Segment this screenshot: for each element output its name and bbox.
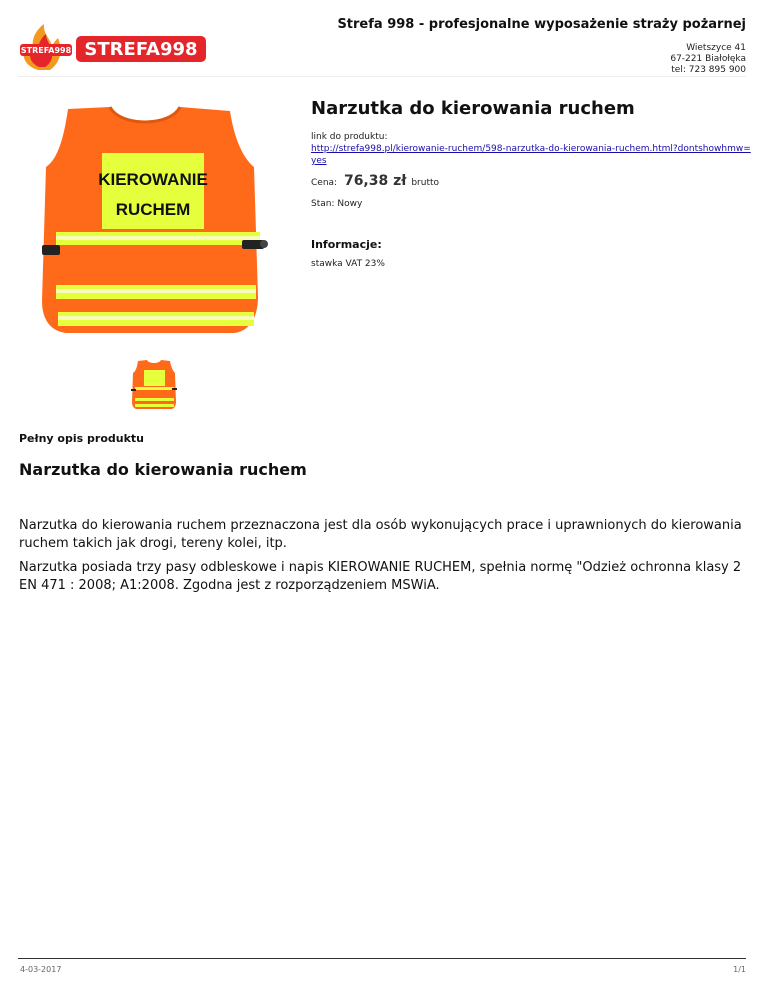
company-address: [670, 43, 746, 76]
price-label: Cena:: [311, 178, 338, 188]
address-line: 67-221 Białołęka: [670, 54, 746, 64]
footer-divider: [18, 958, 746, 959]
price-value: 76,38 zł: [343, 173, 407, 189]
description-paragraph: Narzutka do kierowania ruchem przeznaczona jest dla osób wykonujących prace i uprawnionych do kierowania ruchem takich jak drogi, tereny kolei, itp.: [19, 518, 742, 551]
product-link-label: link do produktu:: [311, 132, 388, 142]
header-divider: [18, 76, 746, 77]
site-title: Strefa 998 - profesjonalne wyposażenie straży pożarnej: [337, 17, 746, 32]
condition-row: [311, 199, 362, 209]
logo-small-text: STREFA998: [20, 46, 72, 55]
info-heading: Informacje:: [311, 238, 382, 251]
footer-date: 4-03-2017: [20, 965, 62, 974]
phone-line: tel: 723 895 900: [671, 65, 746, 75]
logo-wordmark: STREFA998: [84, 39, 198, 60]
product-thumbnail[interactable]: [130, 358, 178, 412]
product-title: Narzutka do kierowania ruchem: [311, 98, 635, 119]
condition-value: Nowy: [337, 199, 363, 209]
strefa998-logo: [18, 22, 208, 72]
price-row: [311, 173, 439, 189]
address-line: Wietszyce 41: [686, 43, 746, 53]
condition-label: Stan:: [311, 199, 335, 209]
product-link[interactable]: http://strefa998.pl/kierowanie-ruchem/598-narzutka-do-kierowania-ruchem.html?dontshowhmw=yes: [311, 144, 751, 166]
page-number: 1/1: [733, 965, 746, 974]
vat-rate: stawka VAT 23%: [311, 259, 385, 269]
price-suffix: brutto: [411, 178, 440, 188]
product-main-image: [20, 97, 280, 345]
vest-sign-line-2: RUCHEM: [115, 200, 191, 219]
description-title: Narzutka do kierowania ruchem: [19, 460, 307, 479]
full-description-label: Pełny opis produktu: [19, 432, 144, 445]
vest-sign-line-1: KIEROWANIE: [98, 170, 208, 189]
description-paragraph: Narzutka posiada trzy pasy odbleskowe i napis KIEROWANIE RUCHEM, spełnia normę "Odzież ochronna klasy 2 EN 471 : 2008; A1:2008. Zgodna jest z rozporządzeniem MSWiA.: [19, 560, 742, 593]
